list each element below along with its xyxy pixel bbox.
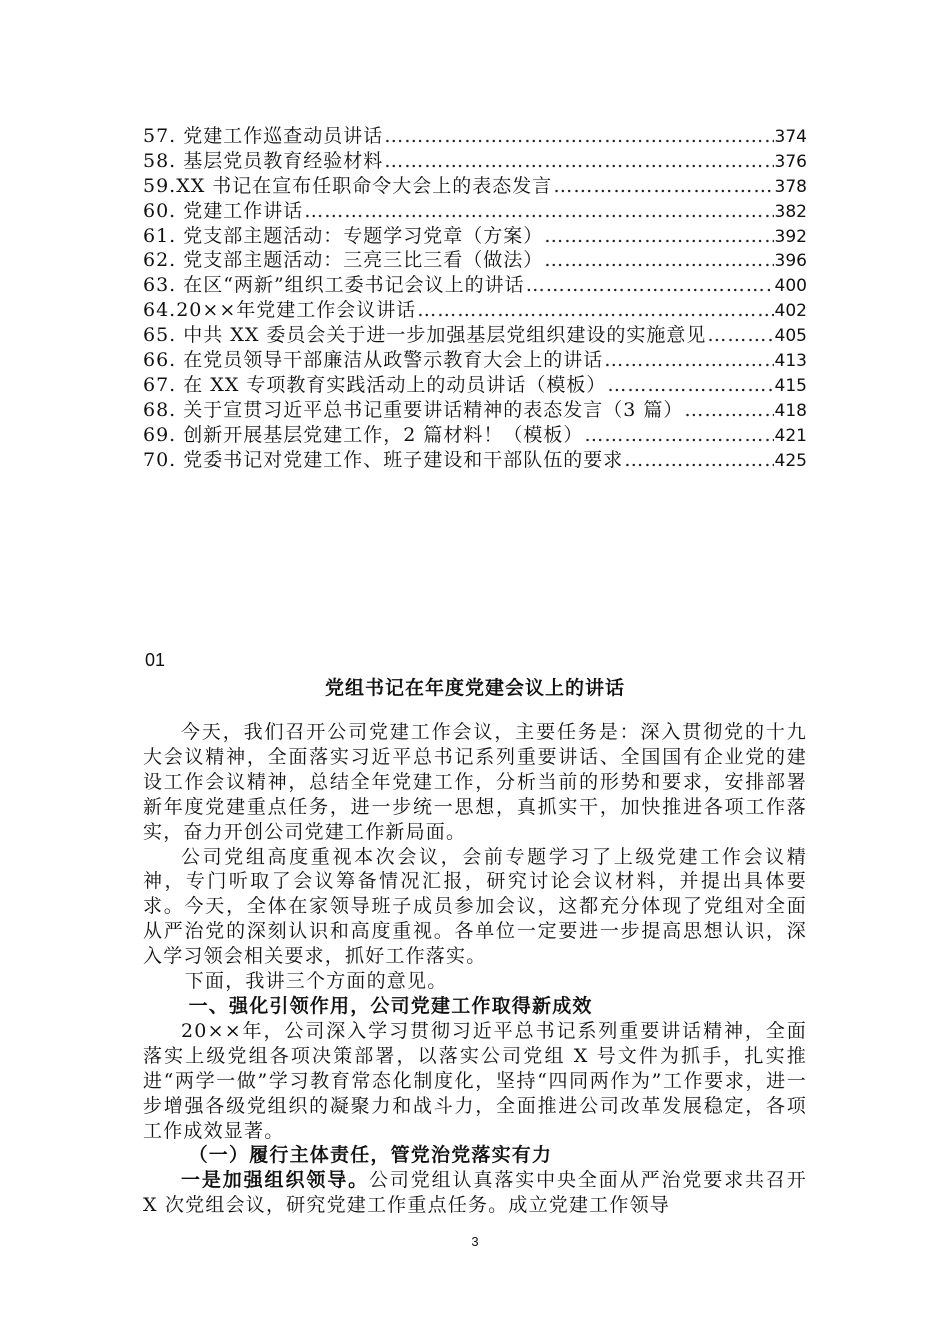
- toc-leader-dots: [684, 398, 773, 423]
- paragraph-lead: 一是加强组织领导。: [181, 1169, 370, 1192]
- toc-item-page: 378: [774, 176, 807, 197]
- toc-leader-dots: [526, 273, 774, 298]
- toc-item-page: 405: [774, 326, 807, 347]
- toc-item-title: 66. 在党员领导干部廉洁从政警示教育大会上的讲话: [143, 349, 604, 372]
- paragraph: 下面，我讲三个方面的意见。: [184, 970, 448, 993]
- toc-item-title: 61. 党支部主题活动：专题学习党章（方案）: [143, 224, 544, 247]
- toc-item-title: 68. 关于宣贯习近平总书记重要讲话精神的表态发言（3 篇）: [143, 398, 684, 421]
- toc-item[interactable]: [143, 373, 807, 398]
- toc-item[interactable]: [143, 174, 807, 199]
- toc-item-title: 67. 在 XX 专项教育实践活动上的动员讲话（模板）: [143, 373, 607, 396]
- toc-item[interactable]: [143, 323, 807, 348]
- toc-leader-dots: [417, 298, 773, 323]
- toc-leader-dots: [544, 248, 773, 273]
- toc-item[interactable]: [143, 199, 807, 224]
- toc-item-title: 65. 中共 XX 委员会关于进一步加强基层党组织建设的实施意见: [143, 324, 707, 347]
- toc-item[interactable]: [143, 298, 807, 323]
- toc-item-page: 392: [774, 226, 807, 247]
- page-number: 3: [471, 1234, 479, 1249]
- toc-leader-dots: [384, 124, 773, 149]
- document-title: 党组书记在年度党建会议上的讲话: [324, 677, 625, 699]
- toc-item-title: 58. 基层党员教育经验材料: [143, 149, 384, 172]
- paragraph: 20××年，公司深入学习贯彻习近平总书记系列重要讲话精神，全面落实上级党组各项决策部署，以落实公司党组 X 号文件为抓手，扎实推进“两学一做”学习教育常态化制度化，坚持“四同两作为”工作要求，进一步增强各级党组织的凝聚力和战斗力，全面推进公司改革发展稳定，各项工作成效显著。: [143, 1019, 807, 1142]
- toc-item-title: 69. 创新开展基层党建工作，2 篇材料！（模板）: [143, 423, 584, 446]
- toc-item[interactable]: [143, 423, 807, 448]
- toc-item[interactable]: [143, 448, 807, 473]
- toc-item-title: 63. 在区“两新”组织工委书记会议上的讲话: [143, 274, 525, 297]
- toc-item-page: 400: [774, 276, 807, 297]
- table-of-contents: [143, 124, 807, 472]
- toc-item-title: 59.XX 书记在宣布任职命令大会上的表态发言: [143, 174, 553, 197]
- toc-item[interactable]: [143, 273, 807, 298]
- paragraph-text: 公司党组认真落实中央全面从严治党要求共召开 X 次党组会议，研究党建工作重点任务。成立党建工作领导: [143, 1169, 807, 1217]
- toc-item-title: 64.20××年党建工作会议讲话: [143, 299, 417, 322]
- toc-leader-dots: [584, 423, 773, 448]
- toc-leader-dots: [604, 348, 773, 373]
- toc-leader-dots: [607, 373, 773, 398]
- toc-item[interactable]: [143, 224, 807, 249]
- toc-item-page: 396: [774, 251, 807, 272]
- toc-item-page: 418: [774, 400, 807, 421]
- toc-item-page: 382: [774, 201, 807, 222]
- toc-item-title: 70. 党委书记对党建工作、班子建设和干部队伍的要求: [143, 448, 624, 471]
- toc-leader-dots: [304, 199, 773, 224]
- section-heading: 一、强化引领作用，公司党建工作取得新成效: [188, 994, 593, 1017]
- toc-leader-dots: [384, 149, 773, 174]
- toc-item[interactable]: [143, 398, 807, 423]
- subsection-heading: （一）履行主体责任，管党治党落实有力: [188, 1144, 553, 1167]
- toc-item[interactable]: [143, 348, 807, 373]
- paragraph: [143, 1168, 807, 1218]
- toc-item[interactable]: [143, 149, 807, 174]
- toc-leader-dots: [707, 323, 773, 348]
- toc-item[interactable]: [143, 124, 807, 149]
- toc-item-page: 421: [774, 425, 807, 446]
- paragraph: 今天，我们召开公司党建工作会议，主要任务是：深入贯彻党的十九大会议精神，全面落实习近平总书记系列重要讲话、全国国有企业党的建设工作会议精神，总结全年党建工作，分析当前的形势和要求，安排部署新年度党建重点任务，进一步统一思想，真抓实干，加快推进各项工作落实，奋力开创公司党建工作新局面。: [143, 721, 807, 843]
- toc-item-title: 57. 党建工作巡查动员讲话: [143, 125, 384, 147]
- toc-leader-dots: [553, 174, 773, 199]
- document-body: [143, 720, 807, 1218]
- toc-item-title: 60. 党建工作讲话: [143, 199, 304, 222]
- toc-item-page: 415: [774, 375, 807, 396]
- paragraph: 公司党组高度重视本次会议，会前专题学习了上级党建工作会议精神，专门听取了会议筹备情况汇报，研究讨论会议材料，并提出具体要求。今天，全体在家领导班子成员参加会议，这都充分体现了党组对全面从严治党的深刻认识和高度重视。各单位一定要进一步提高思想认识，深入学习领会相关要求，抓好工作落实。: [143, 845, 807, 968]
- toc-leader-dots: [544, 224, 773, 249]
- toc-item-page: 413: [774, 351, 807, 372]
- toc-item-page: 425: [774, 450, 807, 471]
- toc-leader-dots: [624, 448, 773, 473]
- toc-item-page: 376: [774, 151, 807, 172]
- toc-item[interactable]: [143, 248, 807, 273]
- toc-item-page: 374: [774, 127, 807, 147]
- section-number: 01: [145, 650, 166, 670]
- toc-item-page: 402: [774, 301, 807, 322]
- toc-item-title: 62. 党支部主题活动：三亮三比三看（做法）: [143, 249, 544, 272]
